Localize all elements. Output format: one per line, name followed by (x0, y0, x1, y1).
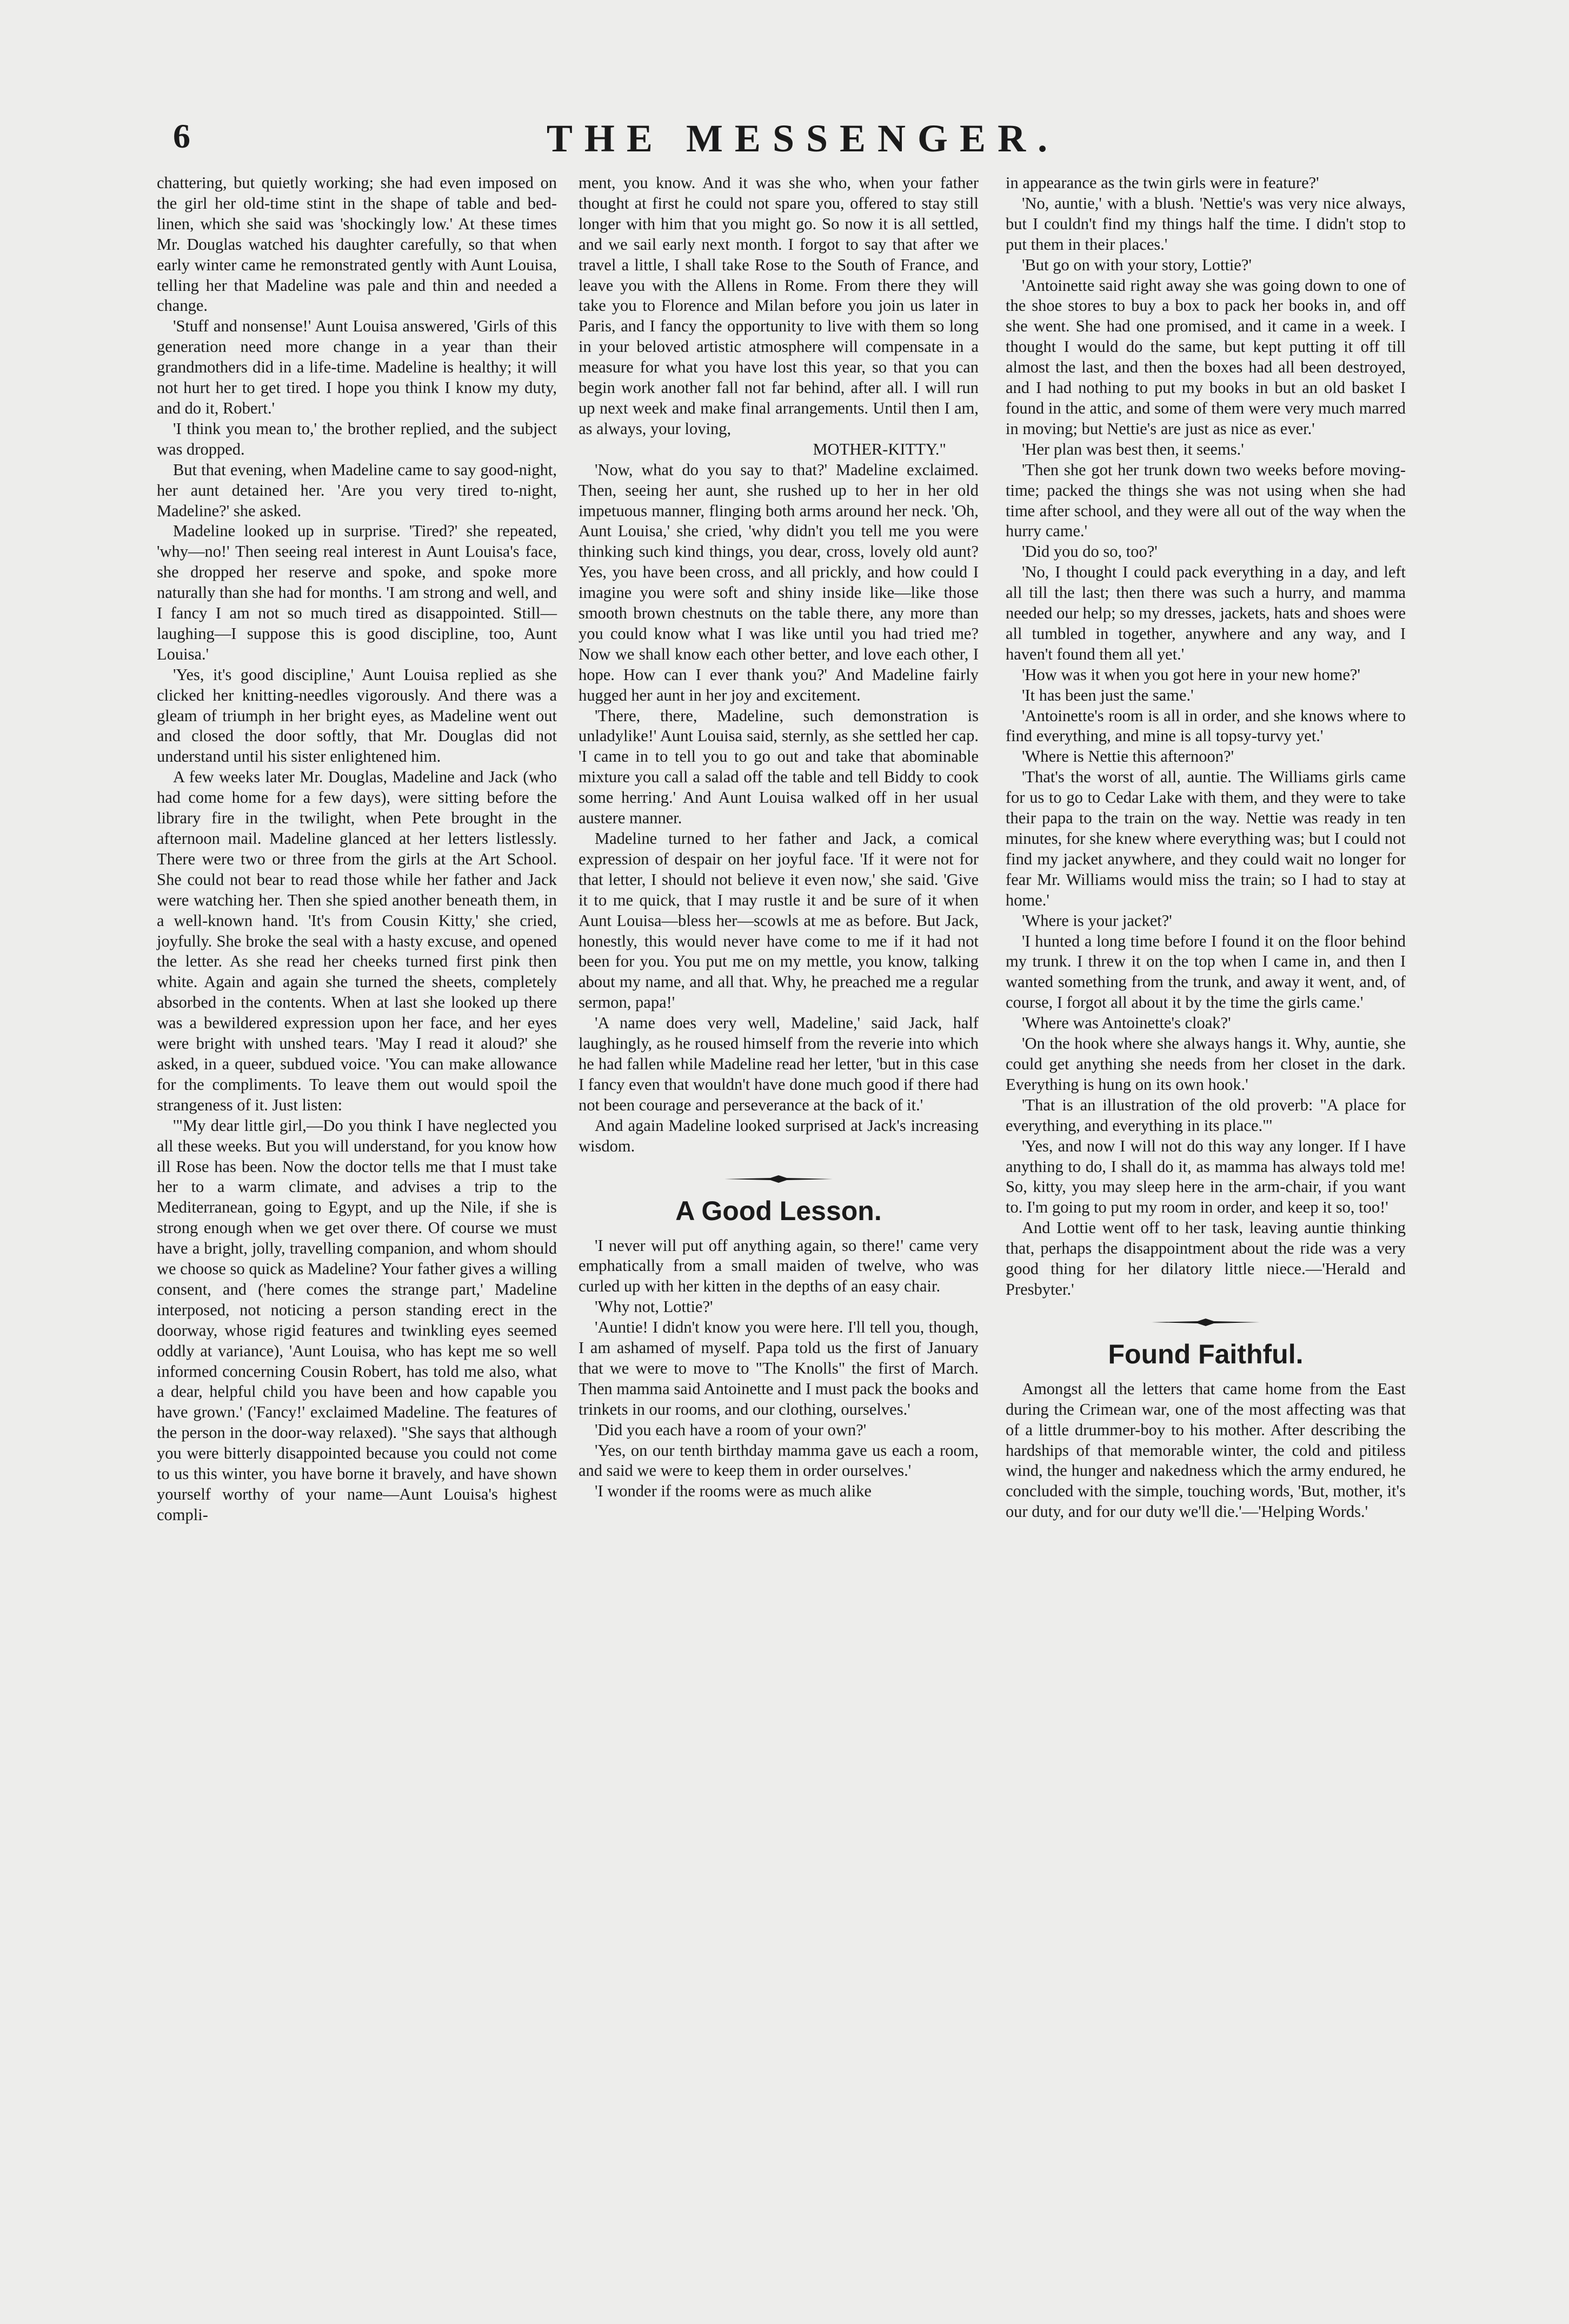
paragraph: 'Now, what do you say to that?' Madeline exclaimed. Then, seeing her aunt, she rushed up to her in her old impetuous manner, flinging both arms around her neck. 'Oh, Aunt Louisa,' she cried, 'why didn't you tell me you were thinking such kind things, you dear, cross, lovely old aunt? Yes, you have been cross, and all prickly, and how could I imagine you were soft and shiny inside like—like those smooth brown chestnuts on the table there, any more than you could know what I was like until you had tried me? Now we shall know each other better, and love each other, I hope. How can I ever thank you?' And Madeline fairly hugged her aunt in her joy and excitement. (579, 460, 979, 704)
paragraph: 'Stuff and nonsense!' Aunt Louisa answered, 'Girls of this generation need more change in a year than their grandmothers did in a life-time. Madeline is healthy; it will not hurt her to get tired. I hope you think I know my duty, and do it, Robert.' (157, 317, 557, 417)
paragraph: 'Where was Antoinette's cloak?' (1022, 1014, 1231, 1033)
paragraph: 'Auntie! I didn't know you were here. I'll tell you, though, I am ashamed of myself. Papa told us the first of January that we were to move to "The Knolls" the first of March. Then mamma said Antoinette and I must pack the books and trinkets in our rooms, and our clothing, ourselves.' (579, 1318, 979, 1419)
paragraph: 'Yes, on our tenth birthday mamma gave us each a room, and said we were to keep them in order ourselves.' (579, 1441, 979, 1480)
paragraph: 'That is an illustration of the old proverb: "A place for everything, and everything in its place."' (1006, 1095, 1406, 1135)
paragraph: 'Yes, and now I will not do this way any longer. If I have anything to do, I shall do it, as mamma has always told me! So, kitty, you may sleep here in the arm-chair, if you want to. I'm going to put my room in order, and keep it so, too!' (1006, 1136, 1406, 1217)
paragraph: 'Why not, Lottie?' (595, 1297, 713, 1316)
paragraph: 'That's the worst of all, auntie. The Williams girls came for us to go to Cedar Lake with them, and they were to take their papa to the train on the way. Nettie was ready in ten minutes, for she knew where everything was; but I could not find my jacket anywhere, and they could wait no longer for fear Mr. Williams would miss the train; so I had to stay at home.' (1006, 768, 1406, 909)
column-2 (579, 173, 979, 1502)
paragraph: 'How was it when you got here in your new home?' (1022, 665, 1360, 684)
page-header (173, 116, 1433, 170)
paragraph: 'Where is Nettie this afternoon?' (1022, 747, 1234, 766)
page-number: 6 (173, 117, 190, 155)
paragraph: '"My dear little girl,—Do you think I have neglected you all these weeks. But you will understand, for you know how ill Rose has been. Now the doctor tells me that I must take her to a warm climate, and advises a trip to the Mediterranean, going to Egypt, and up the Nile, if she is strong enough when we get over there. Of course we must have a bright, jolly, travelling companion, and whom should we choose so quick as Madeline? Your father gives a willing consent, and ('here comes the strange part,' Madeline interposed, not noticing a person standing erect in the doorway, whose rigid features and twinkling eyes seemed oddly at variance), 'Aunt Louisa, who has kept me so well informed concerning Cousin Robert, has told me also, what a dear, helpful child you have been and how capable you have grown.' ('Fancy!' exclaimed Madeline. The features of the person in the door-way relaxed). "She says that although you were bitterly disappointed because you could not come to us this winter, you have borne it bravely, and have shown yourself worthy of your name—Aunt Louisa's highest compli- (157, 1116, 557, 1524)
paragraph: chattering, but quietly working; she had even imposed on the girl her old-time stint in the shape of table and bed-linen, which she said was 'shockingly low.' At these times Mr. Douglas watched his daughter carefully, so that when early winter came he remonstrated gently with Aunt Louisa, telling her that Madeline was pale and thin and needed a change. (157, 174, 557, 315)
paragraph: 'I never will put off anything again, so there!' came very emphatically from a small maiden of twelve, who was curled up with her kitten in the depths of an easy chair. (579, 1236, 979, 1296)
paragraph: ment, you know. And it was she who, when your father thought at first he could not spare you, offered to stay still longer with him that you might go. So now it is all settled, and we sail early next month. I forgot to say that after we travel a little, I shall take Rose to the South of France, and leave you with the Allens in Rome. From there they will take you to Florence and Milan before you join us later in Paris, and I fancy the opportunity to live with them so long in your beloved artistic atmosphere will compensate in a measure for what you have lost this year, so that you can begin work another fall not far behind, after all. I will run up next week and make final arrangements. Until then I am, as always, your loving, (579, 174, 979, 438)
masthead-title: THE MESSENGER. (546, 117, 1060, 160)
paragraph: Madeline looked up in surprise. 'Tired?' she repeated, 'why—no!' Then seeing real interest in Aunt Louisa's face, she dropped her reserve and spoke, and spoke more naturally than she had for months. 'I am strong and well, and I fancy I am not so much tired as disappointed. Still—laughing—I suppose this is good discipline, too, Aunt Louisa.' (157, 522, 557, 663)
paragraph: 'It has been just the same.' (1022, 685, 1194, 704)
paragraph: 'I hunted a long time before I found it on the floor behind my trunk. I threw it on the top when I came in, and then I wanted something from the trunk, and away it went, and, of course, I forgot all about it by the time the girls came.' (1006, 931, 1406, 1012)
paragraph: 'Where is your jacket?' (1022, 911, 1172, 930)
paragraph: 'Did you do so, too?' (1022, 542, 1158, 561)
section-divider-ornament (1006, 1313, 1406, 1331)
paragraph: Madeline turned to her father and Jack, a comical expression of despair on her joyful face. 'If it were not for that letter, I should not believe it even now,' she said. 'Give it to me quick, that I may rustle it and be sure of it when Aunt Louisa—bless her—scowls at me as before. But Jack, honestly, this would never have come to me if it had not been for you. You put me on my mettle, you know, talking about my name, and all that. Why, he preached me a regular sermon, papa!' (579, 829, 979, 1012)
column-3 (1006, 173, 1406, 1522)
paragraph: 'I wonder if the rooms were as much alike (595, 1482, 872, 1501)
paragraph: 'But go on with your story, Lottie?' (1022, 255, 1252, 274)
section-title-good-lesson: A Good Lesson. (675, 1195, 882, 1226)
paragraph: 'No, auntie,' with a blush. 'Nettie's was very nice always, but I couldn't find my things half the time. I didn't stop to put them in their places.' (1006, 194, 1406, 254)
section-title-found-faithful: Found Faithful. (1108, 1339, 1304, 1369)
paragraph: A few weeks later Mr. Douglas, Madeline and Jack (who had come home for a few days), were sitting before the library fire in the twilight, when Pete brought in the afternoon mail. Madeline glanced at her letters listlessly. There were two or three from the girls at the Art School. She could not bear to read those while her father and Jack were watching her. Then she spied another beneath them, in a well-known hand. 'It's from Cousin Kitty,' she cried, joyfully. She broke the seal with a hasty excuse, and opened the letter. As she read her cheeks turned first pink then white. Again and again she turned the sheets, completely absorbed in the contents. When at last she looked up there was a bewildered expression upon her face, and her eyes were bright with unshed tears. 'May I read it aloud?' she asked, in a queer, subdued voice. 'You can make allowance for the compliments. To leave them out would spoil the strangeness of it. Just listen: (157, 768, 557, 1114)
paragraph: 'Did you each have a room of your own?' (595, 1420, 867, 1439)
paragraph: 'On the hook where she always hangs it. Why, auntie, she could get anything she needs from her closet in the dark. Everything is hung on its own hook.' (1006, 1034, 1406, 1094)
paragraph: 'No, I thought I could pack everything in a day, and left all till the last; then there was such a hurry, and mamma needed our help; so my dresses, jackets, hats and shoes were all tumbled in together, anywhere and any way, and I haven't found them all yet.' (1006, 563, 1406, 663)
paragraph: 'Then she got her trunk down two weeks before moving-time; packed the things she was not using when she had time after school, and they were all out of the way when the hurry came.' (1006, 460, 1406, 541)
paragraph: 'A name does very well, Madeline,' said Jack, half laughingly, as he roused himself from the reverie into which he had fallen while Madeline read her letter, 'but in this case I fancy even that wouldn't have done much good if there had not been courage and perseverance at the back of it.' (579, 1014, 979, 1114)
paragraph: in appearance as the twin girls were in feature?' (1006, 174, 1319, 192)
paragraph: Amongst all the letters that came home from the East during the Crimean war, one of the most affecting was that of a little drummer-boy to his mother. After describing the hardships of that memorable winter, the cold and pitiless wind, the hunger and nakedness which the army endured, he concluded with the simple, touching words, 'But, mother, it's our duty, and for our duty we'll die.'—'Helping Words.' (1006, 1379, 1406, 1521)
paragraph: And again Madeline looked surprised at Jack's increasing wisdom. (579, 1116, 979, 1155)
paragraph: And Lottie went off to her task, leaving auntie thinking that, perhaps the disappointment about the ride was a very good thing for her dilatory little niece.—'Herald and Presbyter.' (1006, 1218, 1406, 1298)
column-1 (157, 173, 557, 1526)
paragraph: 'Antoinette said right away she was going down to one of the shoe stores to buy a box to pack her books in, and off she went. She had one promised, and it came in a week. I thought I would do the same, but kept putting it off till almost the last, and then the boxes had all been destroyed, and I had nothing to put my books in but an old basket I found in the attic, and some of them were very much marred in moving; but Nettie's are just as nice as ever.' (1006, 276, 1406, 438)
paragraph: 'Her plan was best then, it seems.' (1022, 440, 1244, 458)
section-divider-ornament (579, 1170, 979, 1188)
letter-signature: MOTHER-KITTY." (813, 440, 946, 458)
paragraph: 'I think you mean to,' the brother replied, and the subject was dropped. (157, 419, 557, 458)
paragraph: But that evening, when Madeline came to say good-night, her aunt detained her. 'Are you very tired to-night, Madeline?' she asked. (157, 460, 557, 520)
paragraph: 'Yes, it's good discipline,' Aunt Louisa replied as she clicked her knitting-needles vigorously. And there was a gleam of triumph in her bright eyes, as Madeline went out and closed the door softly, that Mr. Douglas did not understand until his sister enlightened him. (157, 665, 557, 766)
paragraph: 'Antoinette's room is all in order, and she knows where to find everything, and mine is all topsy-turvy yet.' (1006, 706, 1406, 745)
paragraph: 'There, there, Madeline, such demonstration is unladylike!' Aunt Louisa said, sternly, as she settled her cap. 'I came in to tell you to go out and take that abominable mixture you call a salad off the table and tell Biddy to cook some herring.' And Aunt Louisa walked off in her usual austere manner. (579, 706, 979, 828)
